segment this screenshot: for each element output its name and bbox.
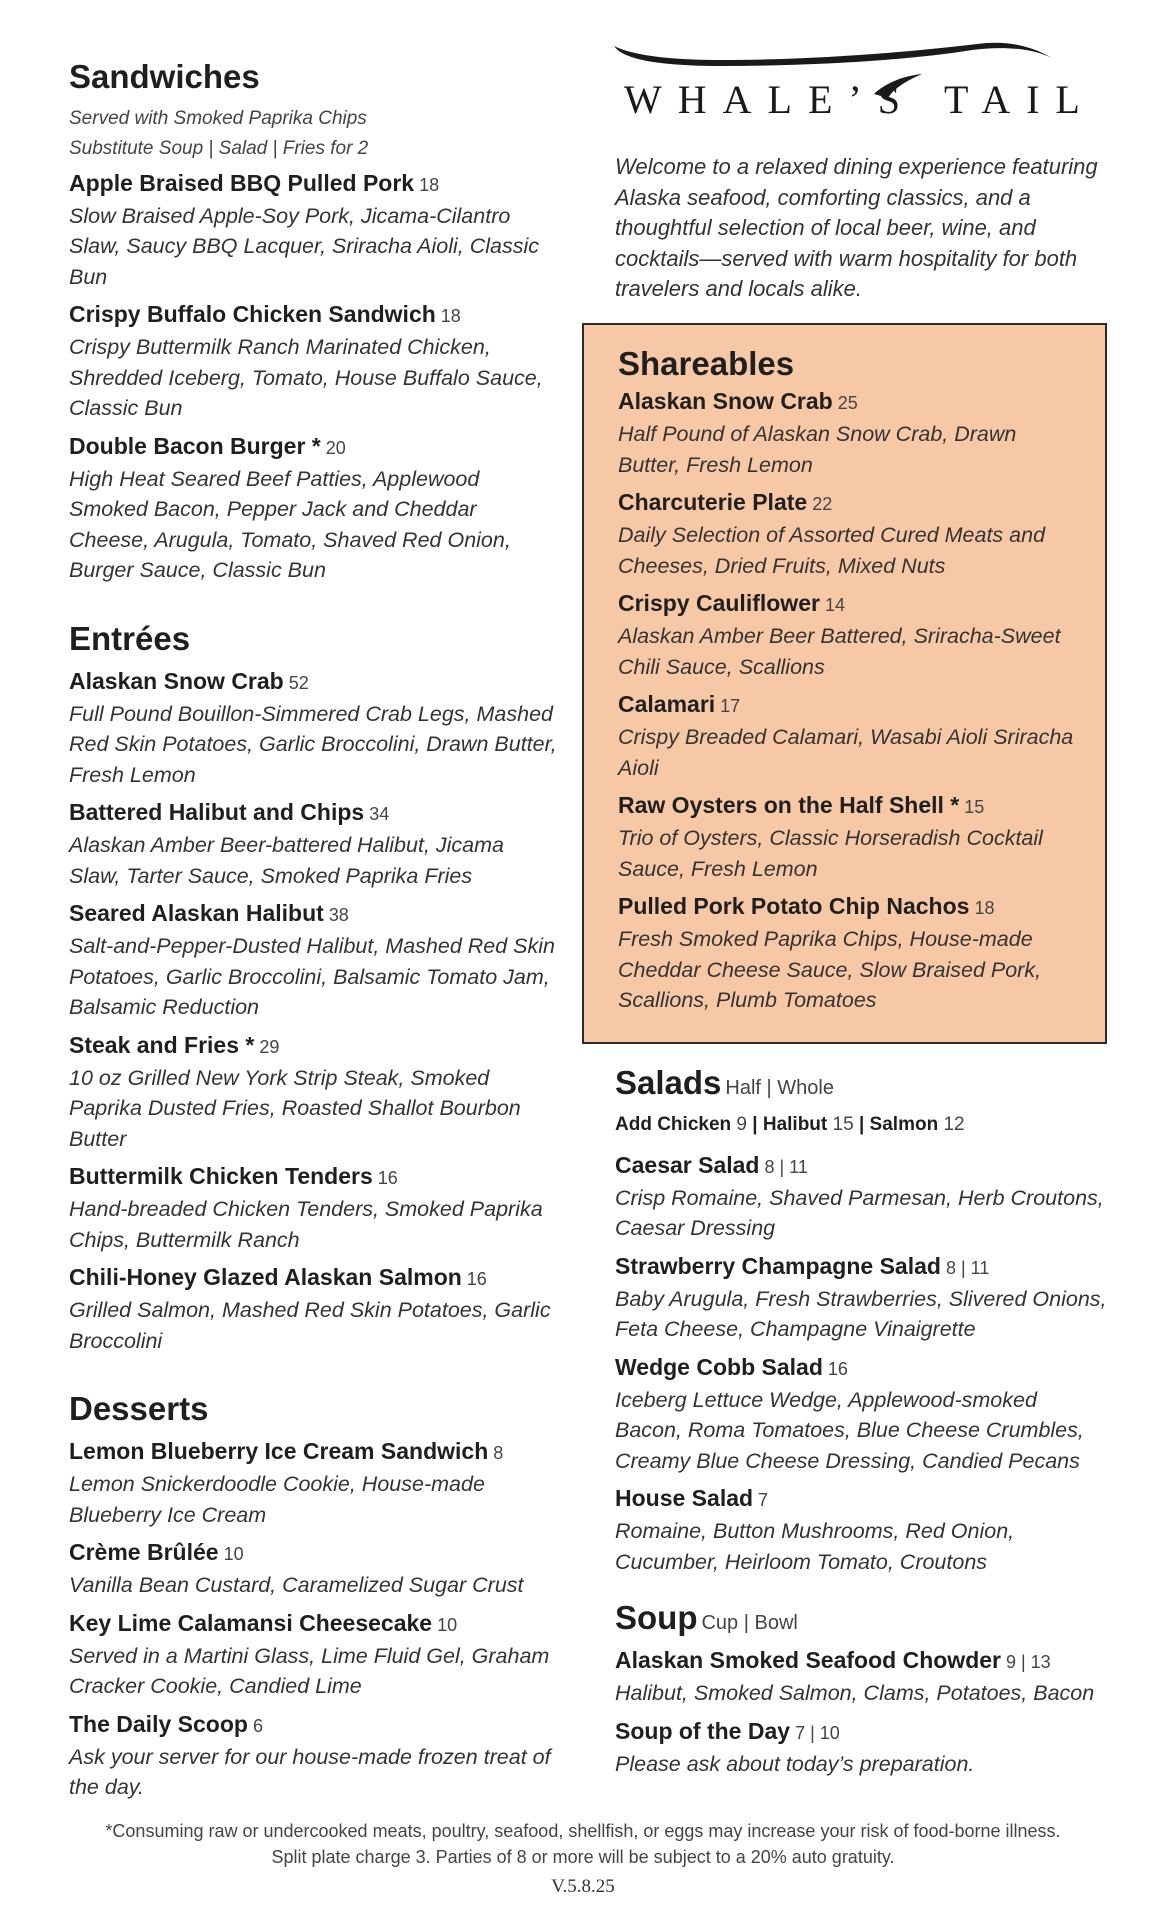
menu-item xyxy=(69,898,559,1023)
item-name: Wedge Cobb Salad xyxy=(615,1353,823,1380)
item-description: Grilled Salmon, Mashed Red Skin Potatoes, Garlic Broccolini xyxy=(69,1298,551,1353)
item-name: Calamari xyxy=(618,691,716,718)
menu-item xyxy=(69,797,559,891)
salads-size-label: Half | Whole xyxy=(725,1076,834,1099)
item-description: Full Pound Bouillon-Simmered Crab Legs, Mashed Red Skin Potatoes, Garlic Broccolini, Drawn Butter, Fresh Lemon xyxy=(69,701,557,787)
item-price: 18 xyxy=(440,306,461,327)
item-price: 10 xyxy=(437,1614,458,1635)
item-description: Daily Selection of Assorted Cured Meats and Cheeses, Dried Fruits, Mixed Nuts xyxy=(618,523,1046,578)
split-plate-notice: Split plate charge 3. Parties of 8 or more will be subject to a 20% auto gratuity. xyxy=(271,1847,895,1867)
menu-item xyxy=(69,431,559,586)
menu-item xyxy=(615,1251,1107,1345)
menu-item xyxy=(615,1352,1107,1477)
item-name: Buttermilk Chicken Tenders xyxy=(69,1163,373,1190)
item-name: House Salad xyxy=(615,1485,754,1512)
menu-item xyxy=(69,168,559,293)
menu-item xyxy=(69,1709,559,1803)
item-name: Alaskan Snow Crab xyxy=(69,667,284,694)
menu-item xyxy=(615,1716,1107,1780)
item-price: 20 xyxy=(325,437,346,458)
item-price: 6 xyxy=(252,1715,263,1736)
item-name: Seared Alaskan Halibut xyxy=(69,900,324,927)
menu-item xyxy=(618,689,1075,783)
item-price: 18 xyxy=(974,898,995,919)
salads-section xyxy=(615,1064,1107,1577)
desserts-title: Desserts xyxy=(69,1390,209,1428)
shareables-section xyxy=(582,323,1107,1044)
item-description: Fresh Smoked Paprika Chips, House-made Cheddar Cheese Sauce, Slow Braised Pork, Scallions, Plumb Tomatoes xyxy=(618,927,1042,1013)
item-description: Crisp Romaine, Shaved Parmesan, Herb Croutons, Caesar Dressing xyxy=(615,1185,1104,1241)
item-price: 18 xyxy=(419,174,440,195)
shareables-title: Shareables xyxy=(618,344,795,382)
soup-heading: Soup xyxy=(615,1599,698,1637)
sandwiches-note: Served with Smoked Paprika Chips xyxy=(69,107,367,129)
item-price: 8 xyxy=(493,1443,504,1464)
sandwiches-substitute-note: Substitute Soup | Salad | Fries for 2 xyxy=(69,137,369,159)
item-description: Halibut, Smoked Salmon, Clams, Potatoes, Bacon xyxy=(615,1681,1095,1706)
item-name: Alaskan Snow Crab xyxy=(618,388,833,415)
menu-item xyxy=(618,386,1075,480)
item-description: 10 oz Grilled New York Strip Steak, Smoked Paprika Dusted Fries, Roasted Shallot Bourbon Butter xyxy=(69,1065,521,1151)
item-name: Crème Brûlée xyxy=(69,1539,219,1566)
item-name: The Daily Scoop xyxy=(69,1710,248,1737)
right-column xyxy=(582,36,1107,1786)
item-description: Salt-and-Pepper-Dusted Halibut, Mashed Red Skin Potatoes, Garlic Broccolini, Balsamic Tomato Jam, Balsamic Reduction xyxy=(69,934,556,1020)
item-name: Battered Halibut and Chips xyxy=(69,799,365,826)
entrees-section xyxy=(69,620,559,1356)
item-price: 8 | 11 xyxy=(945,1257,990,1278)
item-description: Hand-breaded Chicken Tenders, Smoked Paprika Chips, Buttermilk Ranch xyxy=(69,1197,543,1252)
item-price: 16 xyxy=(466,1269,487,1290)
item-price: 29 xyxy=(259,1036,280,1057)
item-name: Steak and Fries * xyxy=(69,1031,255,1058)
menu-item xyxy=(618,487,1075,581)
item-name: Double Bacon Burger * xyxy=(69,432,321,459)
item-name: Crispy Buffalo Chicken Sandwich xyxy=(69,301,436,328)
item-name: Strawberry Champagne Salad xyxy=(615,1252,941,1279)
footer xyxy=(0,1818,1166,1900)
item-name: Caesar Salad xyxy=(615,1151,760,1178)
item-price: 17 xyxy=(720,696,741,717)
item-price: 22 xyxy=(812,494,833,515)
item-name: Raw Oysters on the Half Shell * xyxy=(618,792,960,819)
food-safety-disclaimer: *Consuming raw or undercooked meats, poultry, seafood, shellfish, or eggs may increase your risk of food-borne illness. xyxy=(105,1821,1061,1841)
item-name: Crispy Cauliflower xyxy=(618,590,820,617)
menu-item xyxy=(615,1483,1107,1577)
item-price: 9 | 13 xyxy=(1005,1652,1051,1673)
item-description: Slow Braised Apple-Soy Pork, Jicama-Cilantro Slaw, Saucy BBQ Lacquer, Sriracha Aioli, Classic Bun xyxy=(69,203,540,289)
item-description: Ask your server for our house-made frozen treat of the day. xyxy=(69,1744,551,1800)
item-name: Soup of the Day xyxy=(615,1717,791,1744)
soup-section xyxy=(615,1599,1107,1779)
menu-item xyxy=(69,666,559,791)
item-price: 38 xyxy=(328,905,349,926)
item-name: Charcuterie Plate xyxy=(618,489,808,516)
item-description: Romaine, Button Mushrooms, Red Onion, Cucumber, Heirloom Tomato, Croutons xyxy=(615,1519,1015,1574)
addon-chicken-price: 9 xyxy=(736,1113,747,1135)
logo-word-tail: TAIL xyxy=(943,77,1096,122)
menu-item xyxy=(69,1608,559,1702)
menu-item xyxy=(69,1436,559,1530)
item-description: Lemon Snickerdoodle Cookie, House-made Blueberry Ice Cream xyxy=(69,1472,485,1527)
item-description: Iceberg Lettuce Wedge, Applewood-smoked Bacon, Roma Tomatoes, Blue Cheese Crumbles, Creamy Blue Cheese Dressing, Candied Pecans xyxy=(615,1387,1084,1473)
item-name: Key Lime Calamansi Cheesecake xyxy=(69,1609,433,1636)
addon-salmon-price: 12 xyxy=(943,1113,965,1135)
welcome-text: Welcome to a relaxed dining experience featuring Alaska seafood, comforting classics, and a thoughtful selection of local beer, wine, and cocktails—served with warm hospitality for both travelers and locals alike. xyxy=(615,154,1098,301)
item-name: Apple Braised BBQ Pulled Pork xyxy=(69,169,415,196)
soup-title xyxy=(615,1599,1107,1637)
item-name: Pulled Pork Potato Chip Nachos xyxy=(618,893,970,920)
item-description: Vanilla Bean Custard, Caramelized Sugar Crust xyxy=(69,1573,524,1598)
item-description: Trio of Oysters, Classic Horseradish Cocktail Sauce, Fresh Lemon xyxy=(618,826,1043,881)
menu-version: V.5.8.25 xyxy=(551,1876,615,1897)
item-name: Alaskan Smoked Seafood Chowder xyxy=(615,1647,1001,1674)
item-description: Crispy Breaded Calamari, Wasabi Aioli Sriracha Aioli xyxy=(618,725,1074,780)
salads-heading: Salads xyxy=(615,1063,722,1101)
item-price: 52 xyxy=(288,672,309,693)
menu-item xyxy=(618,790,1075,884)
menu-item xyxy=(69,1262,559,1356)
addon-halibut-label: | Halibut xyxy=(752,1113,828,1135)
item-description: Please ask about today’s preparation. xyxy=(615,1751,975,1776)
whales-tail-logo xyxy=(612,36,1096,122)
menu-item xyxy=(618,588,1075,682)
addon-salmon-label: | Salmon xyxy=(858,1113,939,1135)
item-price: 16 xyxy=(827,1358,848,1379)
item-price: 15 xyxy=(964,797,985,818)
item-price: 8 | 11 xyxy=(764,1156,808,1177)
menu-item xyxy=(69,1030,559,1155)
menu-item xyxy=(615,1645,1107,1709)
item-name: Chili-Honey Glazed Alaskan Salmon xyxy=(69,1264,462,1291)
item-price: 10 xyxy=(223,1544,244,1565)
item-price: 14 xyxy=(824,595,845,616)
item-description: Served in a Martini Glass, Lime Fluid Gel, Graham Cracker Cookie, Candied Lime xyxy=(69,1643,550,1699)
item-name: Lemon Blueberry Ice Cream Sandwich xyxy=(69,1438,489,1465)
item-price: 7 | 10 xyxy=(795,1722,840,1743)
item-description: Baby Arugula, Fresh Strawberries, Slivered Onions, Feta Cheese, Champagne Vinaigrette xyxy=(615,1286,1107,1342)
sandwiches-section xyxy=(69,58,559,586)
menu-item xyxy=(615,1150,1107,1244)
logo-word-whales: WHALE’S xyxy=(624,77,916,122)
addon-chicken-label: Add Chicken xyxy=(615,1113,732,1135)
entrees-title: Entrées xyxy=(69,619,191,657)
item-price: 16 xyxy=(377,1168,398,1189)
item-description: High Heat Seared Beef Patties, Applewood Smoked Bacon, Pepper Jack and Cheddar Cheese, Arugula, Tomato, Shaved Red Onion, Burger Sauce, Classic Bun xyxy=(69,466,511,583)
salads-title xyxy=(615,1064,1107,1102)
item-price: 25 xyxy=(837,393,858,414)
item-description: Crispy Buttermilk Ranch Marinated Chicken, Shredded Iceberg, Tomato, House Buffalo Sauce, Classic Bun xyxy=(69,335,543,421)
item-description: Alaskan Amber Beer-battered Halibut, Jicama Slaw, Tarter Sauce, Smoked Paprika Fries xyxy=(69,833,504,888)
soup-size-label: Cup | Bowl xyxy=(701,1612,798,1635)
addon-halibut-price: 15 xyxy=(832,1113,854,1135)
sandwiches-title: Sandwiches xyxy=(69,58,260,95)
menu-item xyxy=(69,299,559,424)
salad-addons xyxy=(615,1110,1107,1140)
item-price: 7 xyxy=(758,1490,769,1511)
item-description: Alaskan Amber Beer Battered, Sriracha-Sweet Chili Sauce, Scallions xyxy=(618,624,1061,679)
menu-item xyxy=(69,1161,559,1255)
desserts-section xyxy=(69,1390,559,1802)
item-price: 34 xyxy=(369,804,390,825)
item-description: Half Pound of Alaskan Snow Crab, Drawn Butter, Fresh Lemon xyxy=(618,422,1017,477)
menu-item xyxy=(618,891,1075,1016)
left-column xyxy=(69,58,559,1837)
logo-wordmark xyxy=(624,76,1096,123)
menu-item xyxy=(69,1537,559,1601)
